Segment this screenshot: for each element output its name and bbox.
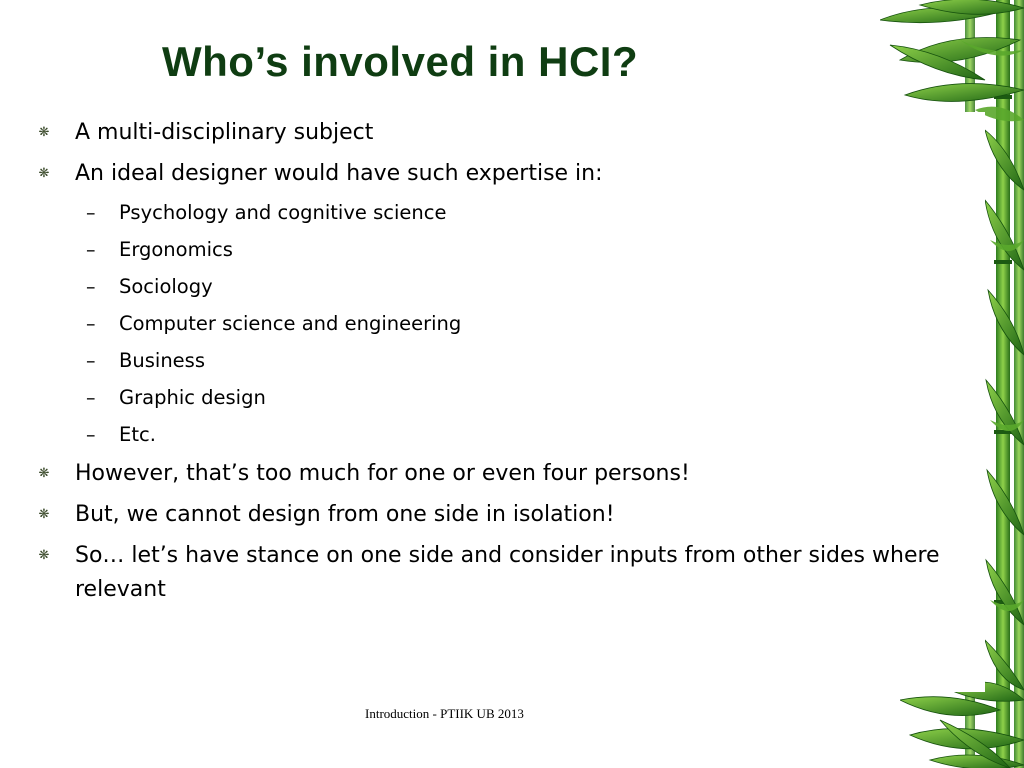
sub-item-text: Ergonomics — [119, 238, 233, 261]
sub-item — [36, 346, 981, 376]
bullet-item — [36, 157, 981, 191]
slide-footer: Introduction - PTIIK UB 2013 — [365, 706, 524, 721]
dash-icon: – — [86, 239, 96, 261]
sub-item — [36, 198, 981, 228]
sub-item — [36, 235, 981, 265]
sub-item — [36, 272, 981, 302]
content-panel-bottom — [0, 692, 900, 768]
asterisk-bullet-icon: ❋ — [38, 125, 50, 140]
sub-item — [36, 383, 981, 413]
sub-item — [36, 309, 981, 339]
dash-icon: – — [86, 202, 96, 224]
sub-item-text: Graphic design — [119, 386, 266, 409]
dash-icon: – — [86, 424, 96, 446]
bullet-text: An ideal designer would have such expertise in: — [75, 161, 603, 186]
sub-item — [36, 420, 981, 450]
asterisk-bullet-icon: ❋ — [38, 507, 50, 522]
sub-item-text: Business — [119, 349, 205, 372]
sub-item-text: Psychology and cognitive science — [119, 201, 447, 224]
bullet-item — [36, 498, 981, 532]
slide-title: Who’s involved in HCI? — [162, 38, 639, 85]
dash-icon: – — [86, 350, 96, 372]
bullet-text: However, that’s too much for one or even four persons! — [75, 461, 690, 486]
bullet-text: So… let’s have stance on one side and consider inputs from other sides where relevant — [75, 543, 940, 602]
asterisk-bullet-icon: ❋ — [38, 548, 50, 563]
sub-item-text: Computer science and engineering — [119, 312, 462, 335]
sub-item-text: Etc. — [119, 423, 156, 446]
bullet-item — [36, 457, 981, 491]
dash-icon: – — [86, 276, 96, 298]
bullet-item — [36, 116, 981, 150]
dash-icon: – — [86, 387, 96, 409]
bullet-text: But, we cannot design from one side in isolation! — [75, 502, 615, 527]
asterisk-bullet-icon: ❋ — [38, 466, 50, 481]
dash-icon: – — [86, 313, 96, 335]
asterisk-bullet-icon: ❋ — [38, 166, 50, 181]
sub-item-text: Sociology — [119, 275, 213, 298]
bullet-text: A multi-disciplinary subject — [75, 120, 374, 145]
slide-body — [36, 116, 981, 614]
bullet-item — [36, 539, 981, 607]
